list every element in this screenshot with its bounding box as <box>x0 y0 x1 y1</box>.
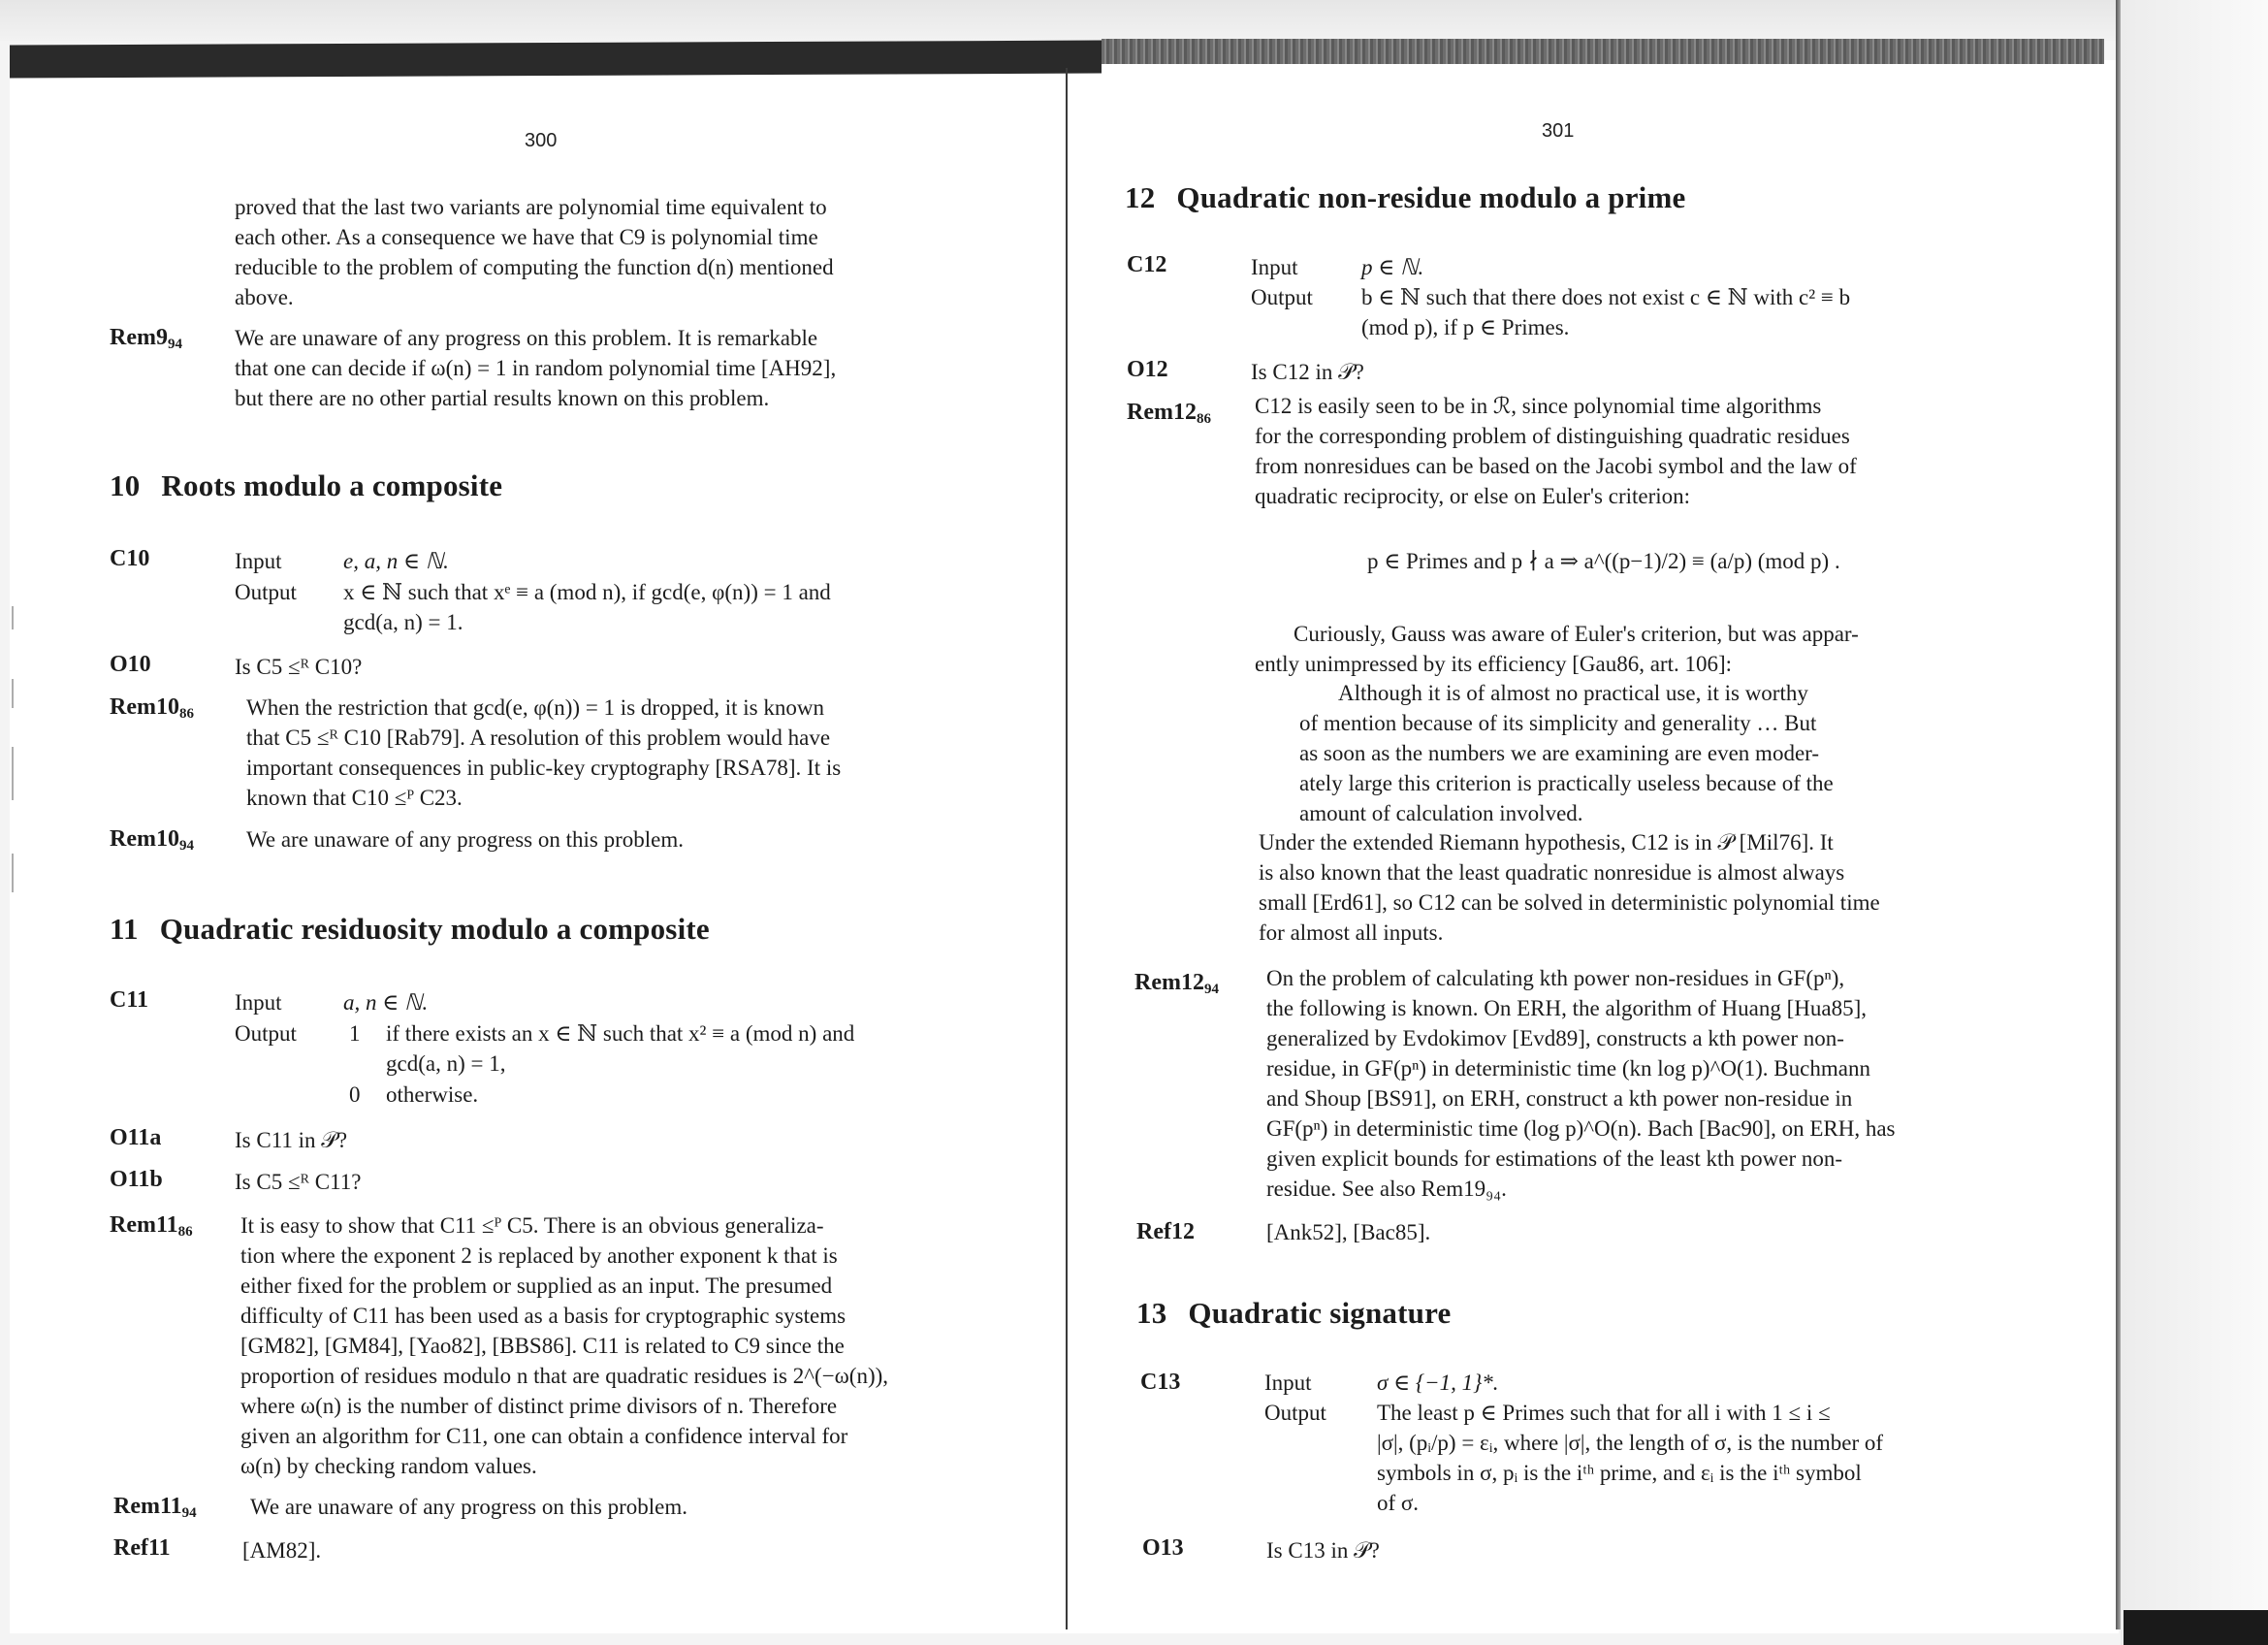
c11-output-case-one-text <box>386 1018 979 1079</box>
c13-output-key: Output <box>1264 1401 1326 1425</box>
text-line: proportion of residues modulo n that are quadratic residues is 2^(−ω(n)), <box>240 1364 889 1388</box>
book-spine <box>1066 68 1068 1629</box>
text-line: When the restriction that gcd(e, φ(n)) = 1 is dropped, it is known <box>246 695 824 720</box>
margin-mark <box>12 854 14 892</box>
text-line: It is easy to show that C11 ≤ᴾ C5. There is an obvious generaliza- <box>240 1213 824 1238</box>
text-line: is also known that the least quadratic nonresidue is almost always <box>1259 860 1845 885</box>
rem12-86-text <box>1255 391 2003 511</box>
c13-input-value: σ ∈ {−1, 1}*. <box>1377 1371 1499 1395</box>
text-line: for the corresponding problem of distinguishing quadratic residues <box>1255 424 1850 448</box>
rem11-94-text: We are unaware of any progress on this problem. <box>250 1495 687 1519</box>
text-line: and Shoup [BS91], on ERH, construct a kth power non-residue in <box>1266 1086 1853 1111</box>
rem11-94-label: $Rem11_{94}$ <box>113 1494 197 1521</box>
rem11-86-text <box>240 1210 979 1481</box>
text-line: residue. See also Rem19₉₄. <box>1266 1177 1507 1201</box>
rem10-86-label: $Rem10_{86}$ <box>110 694 194 722</box>
scan-dark-band-left <box>10 41 1102 79</box>
text-line: |σ|, (pᵢ/p) = εᵢ, where |σ|, the length of σ, is the number of <box>1377 1431 1884 1455</box>
c11-output-key: Output <box>235 1021 297 1046</box>
continuation-paragraph <box>235 192 977 312</box>
text-line: proved that the last two variants are polynomial time equivalent to <box>235 195 827 219</box>
c11-output-case-zero-text: otherwise. <box>386 1082 479 1107</box>
euler-criterion-formula: p ∈ Primes and p ∤ a ⇒ a^((p−1)/2) ≡ (a/p) (mod p) . <box>1367 549 1840 573</box>
text-line: each other. As a consequence we have that C9 is polynomial time <box>235 225 818 249</box>
text-line: from nonresidues can be based on the Jacobi symbol and the law of <box>1255 454 1857 478</box>
text-line: On the problem of calculating kth power non-residues in GF(pⁿ), <box>1266 966 1845 990</box>
text-line: ately large this criterion is practically useless because of the <box>1299 771 1834 795</box>
text-line: either fixed for the problem or supplied as an input. The presumed <box>240 1274 833 1298</box>
ref11-text: [AM82]. <box>242 1538 322 1563</box>
c11-label: C11 <box>110 987 149 1013</box>
c12-label: C12 <box>1127 252 1167 277</box>
page-number-left: 300 <box>525 130 558 151</box>
o10-label: O10 <box>110 652 151 677</box>
text-line: The least p ∈ Primes such that for all i with 1 ≤ i ≤ <box>1377 1401 1831 1425</box>
erh-paragraph <box>1259 827 2005 948</box>
text-line: (mod p), if p ∈ Primes. <box>1361 315 1570 339</box>
c13-label: C13 <box>1140 1370 1181 1395</box>
text-line: Curiously, Gauss was aware of Euler's criterion, but was appar- <box>1294 622 1859 646</box>
gauss-quote <box>1299 678 1955 828</box>
text-line: residue, in GF(pⁿ) in deterministic time (kn log p)^O(1). Buchmann <box>1266 1056 1870 1081</box>
text-line: above. <box>235 285 294 309</box>
rem11-86-label: $Rem11_{86}$ <box>110 1212 193 1240</box>
c13-output-value <box>1377 1398 2007 1518</box>
rem9-94-text <box>235 323 977 413</box>
text-line: b ∈ ℕ such that there does not exist c ∈ ℕ with c² ≡ b <box>1361 285 1851 309</box>
o13-label: O13 <box>1142 1535 1184 1561</box>
c11-output-case-one: 1 <box>349 1021 361 1046</box>
section-12-heading: 12 Quadratic non-residue modulo a prime <box>1125 180 1686 214</box>
text-line: x ∈ ℕ such that xᵉ ≡ a (mod n), if gcd(e, φ(n)) = 1 and <box>343 580 831 604</box>
c10-label: C10 <box>110 546 150 571</box>
c10-output-value <box>343 577 977 637</box>
text-line: C12 is easily seen to be in ℛ, since polynomial time algorithms <box>1255 394 1822 418</box>
ref12-label: Ref12 <box>1136 1219 1195 1244</box>
rem10-94-text: We are unaware of any progress on this problem. <box>246 827 684 852</box>
text-line: ω(n) by checking random values. <box>240 1454 537 1478</box>
text-line: given an algorithm for C11, one can obtain a confidence interval for <box>240 1424 848 1448</box>
c10-input-value: e, a, n ∈ ℕ. <box>343 549 449 573</box>
margin-mark <box>12 606 14 629</box>
text-line: of mention because of its simplicity and generality … But <box>1299 711 1817 735</box>
o11a-label: O11a <box>110 1125 162 1150</box>
text-line: known that C10 ≤ᴾ C23. <box>246 786 463 810</box>
text-line: small [Erd61], so C12 can be solved in deterministic polynomial time <box>1259 890 1880 915</box>
text-line: Under the extended Riemann hypothesis, C12 is in 𝒫 [Mil76]. It <box>1259 830 1834 855</box>
c12-output-key: Output <box>1251 285 1313 309</box>
o12-text: Is C12 in 𝒫? <box>1251 360 1364 384</box>
text-line: important consequences in public-key cryptography [RSA78]. It is <box>246 756 842 780</box>
text-line: gcd(a, n) = 1. <box>343 610 463 634</box>
scanner-top-shadow <box>0 0 2268 41</box>
c12-input-key: Input <box>1251 255 1298 279</box>
scan-corner-shadow <box>2124 1610 2268 1645</box>
text-line: difficulty of C11 has been used as a basis for cryptographic systems <box>240 1304 847 1328</box>
rem9-94-label: $Rem9_{94}$ <box>110 325 182 352</box>
margin-mark <box>12 679 14 708</box>
text-line: if there exists an x ∈ ℕ such that x² ≡ a (mod n) and <box>386 1021 855 1046</box>
c11-input-value: a, n ∈ ℕ. <box>343 990 429 1015</box>
section-11-heading: 11 Quadratic residuosity modulo a composite <box>110 912 710 946</box>
ref11-label: Ref11 <box>113 1535 171 1561</box>
text-line: as soon as the numbers we are examining are even moder- <box>1299 741 1820 765</box>
c10-output-key: Output <box>235 580 297 604</box>
c11-output-case-zero: 0 <box>349 1082 361 1107</box>
o10-text: Is C5 ≤ᴿ C10? <box>235 655 363 679</box>
o13-text: Is C13 in 𝒫? <box>1266 1538 1380 1563</box>
rem10-86-text <box>246 693 977 813</box>
margin-mark <box>12 747 14 800</box>
rem12-94-label: $Rem12_{94}$ <box>1134 970 1219 997</box>
text-line: [GM82], [GM84], [Yao82], [BBS86]. C11 is related to C9 since the <box>240 1334 845 1358</box>
text-line: ently unimpressed by its efficiency [Gau86, art. 106]: <box>1255 652 1733 676</box>
gauss-paragraph <box>1255 619 1996 679</box>
text-line: that one can decide if ω(n) = 1 in random polynomial time [AH92], <box>235 356 837 380</box>
text-line: Although it is of almost no practical use, it is worthy <box>1338 681 1808 705</box>
scan-outer-margin <box>2121 0 2268 1645</box>
text-line: given explicit bounds for estimations of the least kth power non- <box>1266 1146 1843 1171</box>
text-line: the following is known. On ERH, the algorithm of Huang [Hua85], <box>1266 996 1867 1020</box>
text-line: We are unaware of any progress on this problem. It is remarkable <box>235 326 818 350</box>
o11b-text: Is C5 ≤ᴿ C11? <box>235 1170 362 1194</box>
text-line: where ω(n) is the number of distinct prime divisors of n. Therefore <box>240 1394 838 1418</box>
text-line: generalized by Evdokimov [Evd89], constructs a kth power non- <box>1266 1026 1844 1050</box>
text-line: gcd(a, n) = 1, <box>386 1051 506 1076</box>
text-line: reducible to the problem of computing the function d(n) mentioned <box>235 255 834 279</box>
page-number-right: 301 <box>1542 120 1575 142</box>
section-10-heading: 10 Roots modulo a composite <box>110 468 503 502</box>
c10-input-key: Input <box>235 549 282 573</box>
text-line: amount of calculation involved. <box>1299 801 1583 825</box>
o12-label: O12 <box>1127 357 1168 382</box>
rem12-94-text <box>1266 963 2005 1204</box>
o11b-label: O11b <box>110 1167 163 1192</box>
text-line: GF(pⁿ) in deterministic time (log p)^O(n). Bach [Bac90], on ERH, has <box>1266 1116 1896 1141</box>
ref12-text: [Ank52], [Bac85]. <box>1266 1220 1431 1244</box>
text-line: symbols in σ, pᵢ is the iᵗʰ prime, and εᵢ is the iᵗʰ symbol <box>1377 1461 1862 1485</box>
c12-output-value <box>1361 282 2005 342</box>
section-13-heading: 13 Quadratic signature <box>1136 1296 1452 1330</box>
text-line: that C5 ≤ᴿ C10 [Rab79]. A resolution of this problem would have <box>246 726 831 750</box>
c12-input-value: p ∈ ℕ. <box>1361 255 1424 279</box>
text-line: quadratic reciprocity, or else on Euler's criterion: <box>1255 484 1691 508</box>
text-line: tion where the exponent 2 is replaced by another exponent k that is <box>240 1243 838 1268</box>
text-line: but there are no other partial results known on this problem. <box>235 386 770 410</box>
rem10-94-label: $Rem10_{94}$ <box>110 826 194 854</box>
o11a-text: Is C11 in 𝒫? <box>235 1128 348 1152</box>
rem12-86-label: $Rem12_{86}$ <box>1127 400 1211 427</box>
text-line: of σ. <box>1377 1491 1420 1515</box>
scan-dark-band-right <box>1102 39 2104 64</box>
c13-input-key: Input <box>1264 1371 1312 1395</box>
c11-input-key: Input <box>235 990 282 1015</box>
text-line: for almost all inputs. <box>1259 920 1444 945</box>
